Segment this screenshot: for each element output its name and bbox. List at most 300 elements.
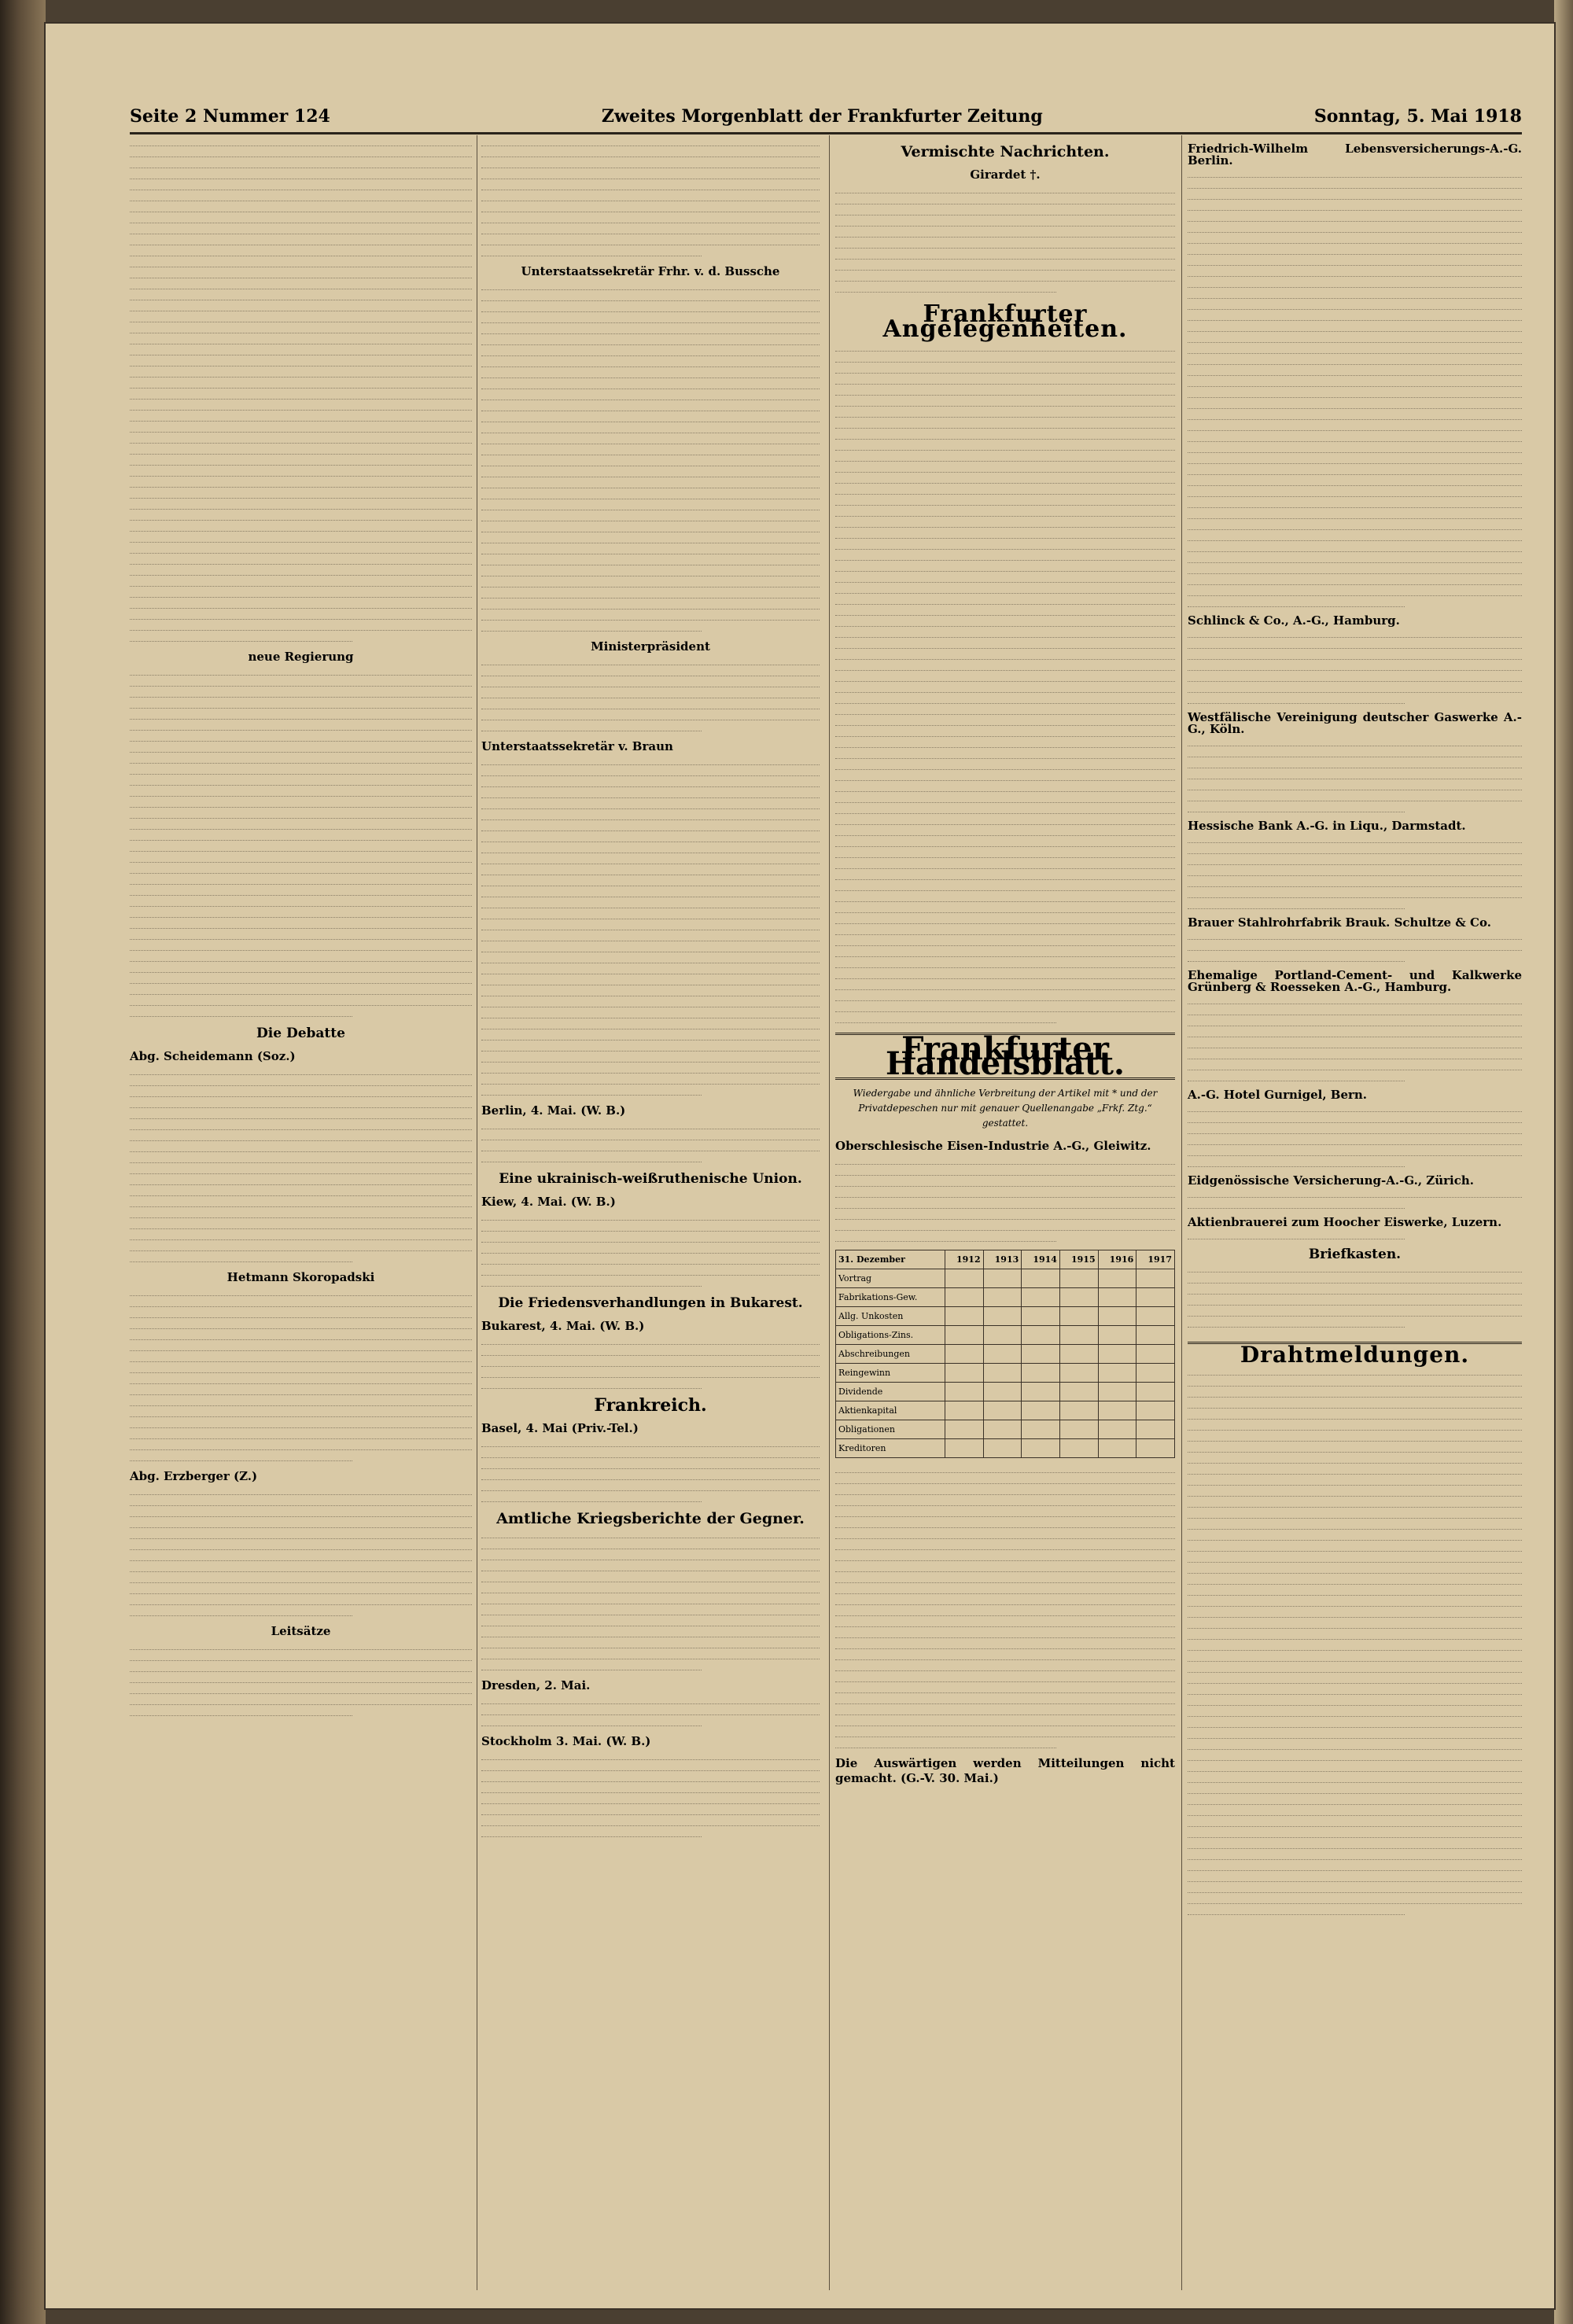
text-line: [481, 1553, 820, 1560]
text-block: [481, 1338, 820, 1389]
text-line: [835, 1521, 1175, 1528]
text-line: [1188, 761, 1522, 768]
text-line: [481, 459, 820, 466]
table-cell: [1136, 1269, 1175, 1288]
text-line: [835, 1697, 1175, 1704]
text-line: [835, 1180, 1175, 1187]
company-heading: A.-G. Hotel Gurnigel, Bern.: [1188, 1088, 1368, 1102]
section-heading: neue Regierung: [248, 650, 354, 664]
text-line: [481, 205, 820, 212]
text-line: [481, 294, 820, 301]
text-line: [481, 1011, 820, 1018]
table-cell: Allg. Unkosten: [836, 1307, 945, 1326]
text-line: [481, 194, 820, 201]
text-line: [835, 1213, 1175, 1220]
text-line: [481, 183, 820, 190]
text-line: [481, 835, 820, 842]
page-number: Seite 2 Nummer 124: [130, 106, 330, 127]
text-line: [130, 768, 472, 775]
text-line: [835, 1543, 1175, 1550]
text-line: [1188, 1831, 1522, 1838]
text-block: [1188, 1232, 1522, 1239]
dateline: Berlin, 4. Mai. (W. B.): [481, 1103, 626, 1118]
table-cell: [983, 1269, 1022, 1288]
text-line: [130, 1189, 472, 1196]
text-line: [1188, 1545, 1522, 1552]
text-line: [481, 1155, 702, 1162]
table-row: [836, 1269, 1175, 1288]
text-block: [1188, 739, 1522, 812]
table-cell: [983, 1307, 1022, 1326]
text-line: [130, 801, 472, 808]
text-line: [1188, 1479, 1522, 1486]
text-block: [481, 1122, 820, 1162]
text-line: [481, 547, 820, 554]
company-heading: Friedrich-Wilhelm Lebensversicherungs-A.-G. Berlin.: [1188, 142, 1522, 168]
text-line: [835, 1191, 1175, 1198]
text-line: [835, 1587, 1175, 1594]
text-line: [481, 802, 820, 809]
text-line: [1188, 1063, 1522, 1070]
text-line: [130, 1344, 472, 1351]
text-line: [130, 249, 472, 256]
text-line: [481, 713, 820, 720]
text-line: [1188, 847, 1522, 854]
text-line: [130, 900, 472, 907]
text-line: [130, 1010, 352, 1017]
text-line: [835, 532, 1175, 539]
table-cell: [1098, 1288, 1136, 1307]
text-line: [1188, 1765, 1522, 1772]
text-line: [130, 414, 472, 422]
text-line: [1188, 1853, 1522, 1860]
text-line: [130, 536, 472, 543]
text-line: [835, 653, 1175, 660]
text-line: [130, 304, 472, 311]
text-line: [481, 1586, 820, 1593]
text-line: [481, 1462, 820, 1469]
text-line: [481, 1214, 820, 1221]
text-line: [1188, 1600, 1522, 1607]
table-cell: [983, 1345, 1022, 1364]
text-line: [835, 862, 1175, 869]
text-line: [481, 1055, 820, 1063]
text-line: [835, 818, 1175, 825]
text-line: [835, 994, 1175, 1001]
dateline: Stockholm 3. Mai. (W. B.): [481, 1734, 651, 1748]
text-line: [481, 624, 702, 632]
table-cell: [1022, 1420, 1060, 1439]
text-line: [481, 1719, 702, 1726]
text-line: [481, 813, 820, 820]
table-row: [836, 1401, 1175, 1420]
text-line: [130, 337, 472, 344]
text-line: [835, 763, 1175, 770]
text-line: [481, 492, 820, 499]
text-line: [1188, 259, 1522, 266]
table-cell: [1136, 1345, 1175, 1364]
text-line: [130, 1200, 472, 1207]
table-cell: [945, 1269, 983, 1288]
text-line: [130, 845, 472, 852]
text-line: [130, 481, 472, 488]
text-line: [481, 1451, 820, 1458]
table-header-cell: 31. Dezember: [836, 1250, 945, 1269]
table-cell: Kreditoren: [836, 1439, 945, 1458]
text-line: [130, 392, 472, 400]
company-heading: Westfälische Vereinigung deutscher Gaswerke A.-G., Köln.: [1188, 710, 1522, 736]
text-line: [835, 521, 1175, 528]
text-line: [835, 829, 1175, 836]
text-line: [1188, 314, 1522, 321]
table-cell: [945, 1326, 983, 1345]
text-line: [130, 1432, 472, 1439]
text-line: [130, 735, 472, 742]
text-line: [481, 1022, 820, 1029]
text-line: [835, 1224, 1175, 1231]
text-line: [481, 956, 820, 963]
text-line: [1188, 1633, 1522, 1640]
text-line: [835, 422, 1175, 429]
text-line: [130, 613, 472, 620]
text-line: [481, 1786, 820, 1793]
text-line: [130, 878, 472, 885]
text-line: [481, 1797, 820, 1804]
table-cell: [1136, 1401, 1175, 1420]
dateline: Kiew, 4. Mai. (W. B.): [481, 1195, 616, 1209]
table-cell: Obligations-Zins.: [836, 1326, 945, 1345]
table-cell: [1059, 1383, 1098, 1401]
text-line: [130, 1454, 352, 1461]
text-block: [1188, 1265, 1522, 1328]
text-line: [835, 796, 1175, 803]
text-line: [1188, 1368, 1522, 1376]
text-line: [130, 370, 472, 378]
table-cell: [1098, 1345, 1136, 1364]
text-block: [481, 1753, 820, 1837]
text-line: [835, 884, 1175, 891]
text-line: [130, 966, 472, 973]
text-line: [130, 1156, 472, 1163]
table-cell: [1059, 1269, 1098, 1288]
text-line: [130, 713, 472, 720]
text-line: [481, 580, 820, 587]
financial-table: [835, 1250, 1175, 1458]
text-line: [130, 381, 472, 389]
text-line: [130, 271, 472, 278]
text-line: [481, 327, 820, 334]
text-line: [130, 326, 472, 333]
text-line: [481, 591, 820, 598]
text-line: [835, 1565, 1175, 1572]
text-line: [1188, 204, 1522, 211]
table-cell: [1022, 1383, 1060, 1401]
text-line: [1188, 664, 1522, 671]
text-line: [130, 757, 472, 764]
text-line: [835, 411, 1175, 418]
table-cell: [1136, 1288, 1175, 1307]
text-line: [130, 403, 472, 411]
text-line: [481, 1280, 702, 1287]
text-line: [1188, 880, 1522, 887]
text-line: [130, 1521, 472, 1528]
text-line: [130, 1068, 472, 1075]
text-line: [1188, 589, 1522, 596]
text-line: [1188, 226, 1522, 233]
text-line: [835, 510, 1175, 517]
text-line: [1188, 1776, 1522, 1783]
text-line: [1188, 358, 1522, 365]
text-line: [1188, 567, 1522, 574]
text-line: [1188, 933, 1522, 940]
text-line: [1188, 1138, 1522, 1145]
text-block: [835, 186, 1175, 293]
table-header-cell: 1917: [1136, 1250, 1175, 1269]
text-line: [835, 609, 1175, 616]
text-line: [835, 961, 1175, 968]
text-block: [481, 1440, 820, 1502]
text-line: [481, 338, 820, 345]
text-line: [835, 928, 1175, 935]
table-cell: [1098, 1383, 1136, 1401]
dateline: Dresden, 2. Mai.: [481, 1678, 591, 1692]
section-heading: Briefkasten.: [1308, 1247, 1402, 1262]
text-line: [835, 1653, 1175, 1660]
speaker-heading: Abg. Erzberger (Z.): [130, 1469, 258, 1483]
text-line: [130, 459, 472, 466]
section-heading: Frankfurter Angelegenheiten.: [882, 300, 1128, 343]
text-line: [130, 944, 472, 951]
text-line: [835, 587, 1175, 594]
text-line: [481, 945, 820, 952]
text-line: [130, 1565, 472, 1572]
text-line: [1188, 794, 1522, 801]
table-cell: Dividende: [836, 1383, 945, 1401]
text-line: [130, 889, 472, 896]
text-line: [130, 1244, 472, 1251]
newspaper-title: Zweites Morgenblatt der Frankfurter Zeitung: [601, 106, 1043, 127]
text-block: [835, 1158, 1175, 1242]
text-line: [130, 668, 472, 676]
table-header-cell: 1914: [1022, 1250, 1060, 1269]
text-line: [835, 274, 1175, 282]
text-line: [481, 139, 820, 146]
text-line: [835, 455, 1175, 462]
table-cell: [1136, 1383, 1175, 1401]
text-line: [481, 360, 820, 367]
text-line: [1188, 1149, 1522, 1156]
text-line: [481, 613, 820, 621]
text-line: [130, 1289, 472, 1296]
text-block: [130, 1068, 472, 1262]
text-line: [835, 344, 1175, 352]
text-line: [481, 172, 820, 179]
text-line: [481, 1247, 820, 1254]
table-header-cell: 1912: [945, 1250, 983, 1269]
text-line: [130, 1377, 472, 1384]
text-line: [481, 602, 820, 610]
text-line: [130, 1587, 472, 1594]
text-line: [1188, 944, 1522, 951]
text-line: [835, 230, 1175, 238]
text-line: [1188, 955, 1405, 962]
page-edge: [1554, 0, 1573, 2324]
table-cell: Reingewinn: [836, 1364, 945, 1383]
text-line: [481, 934, 820, 941]
table-cell: [1098, 1401, 1136, 1420]
text-line: [835, 208, 1175, 215]
text-line: [130, 955, 472, 962]
text-line: [1188, 697, 1405, 704]
book-binding: [0, 0, 46, 2324]
text-line: [130, 1399, 472, 1406]
text-line: [835, 697, 1175, 704]
text-line: [130, 1090, 472, 1097]
text-line: [130, 977, 472, 984]
text-line: [1188, 171, 1522, 178]
table-cell: [1098, 1269, 1136, 1288]
text-line: [1188, 1875, 1522, 1882]
text-line: [481, 1652, 820, 1659]
section-heading: Eine ukrainisch-weißruthenische Union.: [499, 1171, 802, 1187]
text-block: [1188, 933, 1522, 962]
text-line: [481, 658, 820, 665]
text-line: [1188, 1074, 1405, 1081]
text-line: [835, 950, 1175, 957]
text-line: [481, 525, 820, 532]
text-line: [1188, 642, 1522, 649]
section-heading: Die Friedensverhandlungen in Bukarest.: [498, 1295, 803, 1311]
table-row: [836, 1364, 1175, 1383]
text-line: [481, 426, 820, 433]
text-line: [481, 989, 820, 996]
text-line: [1188, 631, 1522, 638]
text-line: [130, 1709, 352, 1716]
text-line: [1188, 468, 1522, 475]
text-line: [835, 785, 1175, 792]
table-cell: [1098, 1420, 1136, 1439]
text-line: [1188, 1820, 1522, 1827]
company-heading: Schlinck & Co., A.-G., Hamburg.: [1188, 613, 1400, 628]
section-heading: Amtliche Kriegsberichte der Gegner.: [496, 1510, 805, 1527]
text-line: [130, 1079, 472, 1086]
text-line: [481, 569, 820, 576]
company-heading: Aktienbrauerei zum Hoocher Eiswerke, Luzern.: [1188, 1215, 1502, 1229]
text-line: [835, 444, 1175, 451]
text-line: [481, 1338, 820, 1345]
text-block: [481, 139, 820, 256]
text-line: [835, 263, 1175, 271]
text-line: [835, 1202, 1175, 1209]
text-line: [130, 867, 472, 874]
text-line: [481, 680, 820, 687]
section-heading: Frankreich.: [594, 1395, 707, 1416]
text-line: [1188, 1809, 1522, 1816]
text-line: [481, 1619, 820, 1626]
text-line: [1188, 1732, 1522, 1739]
text-line: [1188, 534, 1522, 541]
text-line: [1188, 281, 1522, 288]
table-cell: Obligationen: [836, 1420, 945, 1439]
section-heading: Drahtmeldungen.: [1188, 1342, 1522, 1361]
text-line: [130, 161, 472, 168]
text-block: [481, 758, 820, 1096]
text-line: [1188, 501, 1522, 508]
text-line: [130, 1488, 472, 1495]
text-line: [130, 746, 472, 753]
text-line: [1188, 1008, 1522, 1015]
text-block: [1188, 631, 1522, 704]
table-cell: [1022, 1288, 1060, 1307]
dateline: Basel, 4. Mai (Priv.-Tel.): [481, 1421, 639, 1435]
text-line: [1188, 369, 1522, 376]
text-line: [835, 1642, 1175, 1649]
text-line: [1188, 1265, 1522, 1272]
table-cell: [945, 1345, 983, 1364]
text-line: [835, 543, 1175, 550]
text-line: [130, 150, 472, 157]
text-line: [1188, 1490, 1522, 1497]
text-line: [481, 1382, 702, 1389]
text-line: [130, 447, 472, 455]
speaker-heading: Hetmann Skoropadski: [227, 1270, 375, 1284]
text-line: [481, 448, 820, 455]
text-line: [481, 1360, 820, 1367]
text-block: [481, 1697, 820, 1726]
text-line: [1188, 402, 1522, 409]
text-line: [835, 197, 1175, 204]
table-cell: [945, 1439, 983, 1458]
text-line: [1188, 653, 1522, 660]
text-line: [1188, 490, 1522, 497]
text-line: [1188, 1116, 1522, 1123]
text-line: [130, 514, 472, 521]
text-line: [481, 769, 820, 776]
text-line: [835, 840, 1175, 847]
text-line: [481, 536, 820, 543]
speaker-heading: Abg. Scheidemann (Soz.): [130, 1049, 296, 1063]
text-block: [1188, 1368, 1522, 1915]
table-cell: Aktienkapital: [836, 1401, 945, 1420]
text-line: [481, 150, 820, 157]
company-heading: Eidgenössische Versicherung-A.-G., Zürich.: [1188, 1173, 1475, 1188]
text-line: [1188, 193, 1522, 200]
text-line: [481, 1440, 820, 1447]
text-line: [1188, 545, 1522, 552]
text-line: [481, 1269, 820, 1276]
text-line: [835, 917, 1175, 924]
company-heading: Brauer Stahlrohrfabrik Brauk. Schultze & Co.: [1188, 915, 1491, 930]
text-line: [1188, 1435, 1522, 1442]
text-line: [481, 691, 820, 698]
text-line: [1188, 435, 1522, 442]
text-line: [481, 1236, 820, 1243]
obituary-heading: Girardet †.: [970, 168, 1041, 182]
text-line: [130, 856, 472, 863]
text-line: [835, 851, 1175, 858]
text-line: [1188, 1232, 1405, 1239]
text-line: [481, 1484, 820, 1491]
text-line: [1188, 1512, 1522, 1519]
text-line: [481, 1641, 820, 1648]
table-cell: [1136, 1364, 1175, 1383]
text-line: [481, 1044, 820, 1052]
text-block: [481, 1531, 820, 1670]
text-line: [130, 580, 472, 587]
text-line: [835, 1005, 1175, 1012]
text-line: [1188, 424, 1522, 431]
text-line: [835, 1158, 1175, 1165]
